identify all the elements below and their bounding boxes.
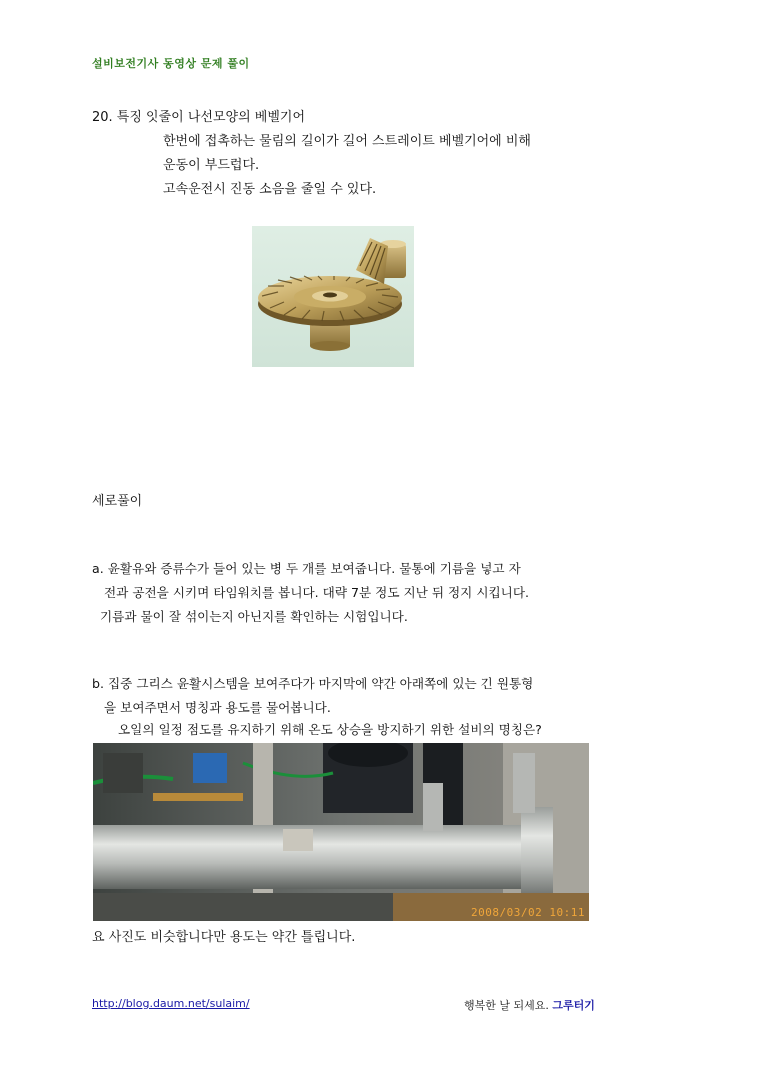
item-b-line-3: 오일의 일정 점도를 유지하기 위해 온도 상승을 방지하기 위한 설비의 명칭은?	[118, 722, 542, 737]
blog-link[interactable]: http://blog.daum.net/sulaim/	[92, 997, 250, 1010]
footer-signature: 그루터기	[552, 999, 595, 1012]
section-title: 세로풀이	[92, 494, 143, 509]
q20-line-4: 고속운전시 진동 소음을 줄일 수 있다.	[163, 182, 377, 197]
q20-line-3: 운동이 부드럽다.	[163, 158, 260, 173]
q20-line-2: 한번에 접촉하는 물림의 길이가 길어 스트레이트 베벨기어에 비해	[163, 134, 531, 149]
photo-caption: 요 사진도 비슷합니다만 용도는 약간 틀립니다.	[92, 930, 356, 945]
footer-greeting-text: 행복한 날 되세요.	[464, 999, 549, 1012]
spiral-bevel-gear-photo	[252, 226, 414, 367]
item-a-line-3: 기름과 물이 잘 섞이는지 아닌지를 확인하는 시험입니다.	[100, 609, 408, 624]
footer-greeting	[464, 997, 595, 1013]
photo-date-stamp: 2008/03/02 10:11	[471, 906, 585, 919]
item-b-line-1: b. 집중 그리스 윤활시스템을 보여주다가 마지막에 약간 아래쪽에 있는 긴 원통형	[92, 676, 534, 691]
oil-cooler-photo	[93, 743, 589, 921]
q20-line-1: 20. 특징 잇줄이 나선모양의 베벨기어	[92, 110, 306, 125]
item-b-line-2: 을 보여주면서 명칭과 용도를 물어봅니다.	[104, 700, 331, 715]
page-header-title: 설비보전기사 동영상 문제 풀이	[92, 57, 250, 70]
item-a-line-2: 전과 공전을 시키며 타임워치를 봅니다. 대략 7분 정도 지난 뒤 정지 시킵니다.	[104, 585, 530, 600]
item-a-line-1: a. 윤활유와 증류수가 들어 있는 병 두 개를 보여줍니다. 물통에 기름을 넣고 자	[92, 561, 521, 576]
